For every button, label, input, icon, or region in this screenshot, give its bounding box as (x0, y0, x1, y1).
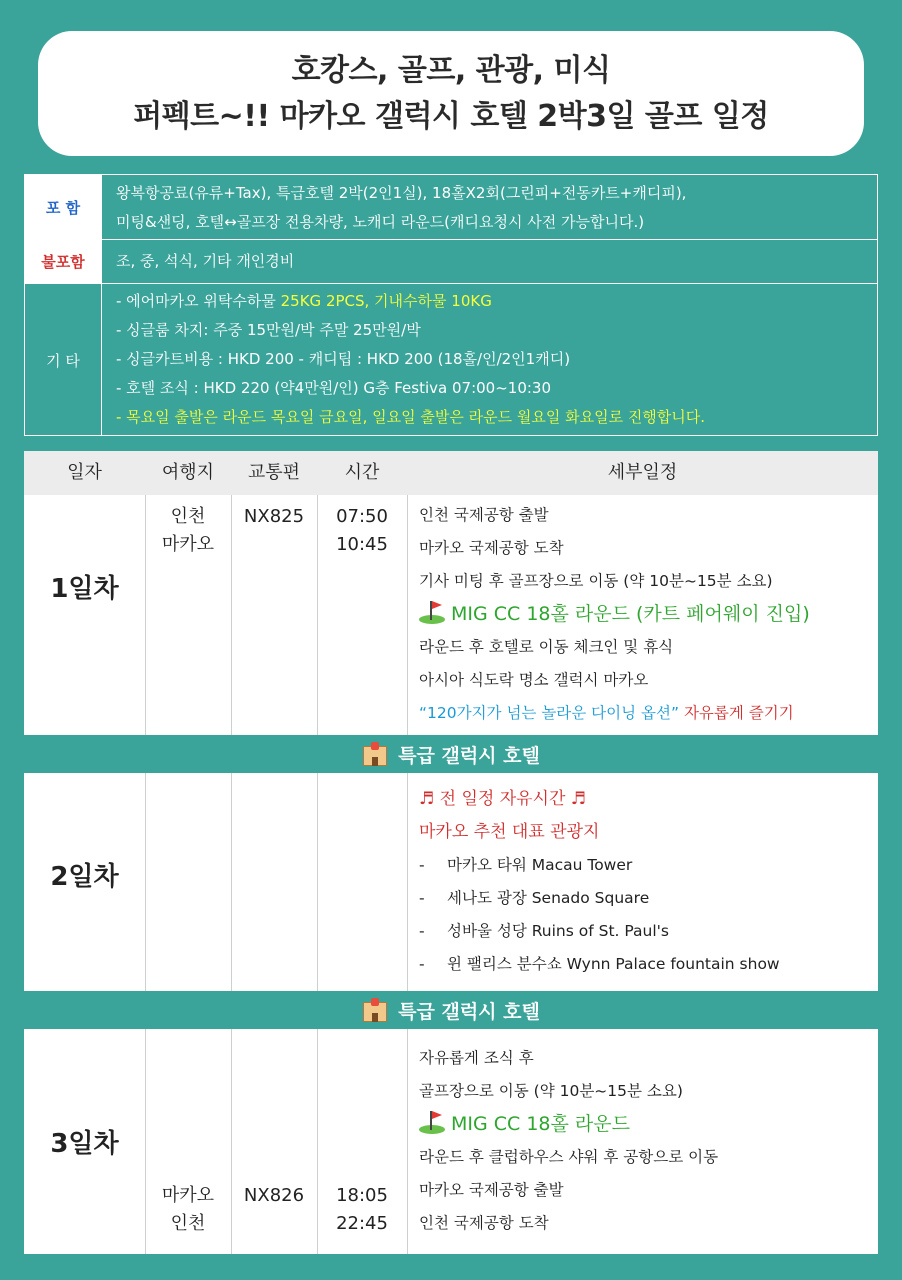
include-label: 포 함 (25, 175, 102, 239)
header-day: 일자 (67, 462, 102, 483)
golf-flag-icon (419, 1110, 445, 1134)
day2-label: 2일차 (50, 862, 119, 892)
day3-line4: 라운드 후 클럽하우스 샤워 후 공항으로 이동 (419, 1148, 719, 1166)
etc-line1: - 에어마카오 위탁수하물 25KG 2PCS, 기내수하물 10KG (116, 292, 492, 310)
etc-row (25, 284, 877, 436)
day3-line2: 골프장으로 이동 (약 10분~15분 소요) (419, 1082, 683, 1100)
exclude-label: 불포함 (25, 240, 102, 283)
hotel-icon (362, 998, 388, 1022)
hotel-icon (362, 742, 388, 766)
day3-label: 3일차 (50, 1129, 119, 1159)
day1-flight: NX825 (243, 506, 305, 527)
schedule-table (24, 451, 878, 1254)
day2-spot1: - 마카오 타워 Macau Tower (419, 856, 633, 874)
day2-spot2: - 세나도 광장 Senado Square (419, 889, 650, 907)
hotel-band-1: 특급 갤럭시 호텔 (24, 735, 878, 773)
day1-line3: 기사 미팅 후 골프장으로 이동 (약 10분~15분 소요) (419, 572, 773, 590)
title-line1: 호캉스, 골프, 관광, 미식 (291, 52, 611, 88)
header-detail: 세부일정 (607, 462, 678, 483)
etc-line4: - 호텔 조식 : HKD 220 (약4만원/인) G층 Festiva 07:00~10:30 (116, 379, 552, 397)
day1-golf-round: MIG CC 18홀 라운드 (카트 페어웨이 진입) (419, 598, 810, 631)
day3-time: 18:05 22:45 (336, 1185, 388, 1234)
day1-place: 인천 마카오 (161, 506, 215, 555)
day1-line6: 아시아 식도락 명소 갤럭시 마카오 (419, 671, 649, 689)
schedule-header (24, 451, 878, 495)
info-table (24, 174, 878, 436)
etc-line5: - 목요일 출발은 라운드 목요일 금요일, 일요일 출발은 라운드 월요일 화요일로 진행합니다. (116, 408, 706, 426)
day2-recommend: 마카오 추천 대표 관광지 (419, 822, 600, 842)
day1-details (419, 499, 810, 730)
golf-flag-icon (419, 600, 445, 624)
etc-line2: - 싱글룸 차지: 주중 15만원/박 주말 25만원/박 (116, 321, 421, 339)
etc-line3: - 싱글카트비용 : HKD 200 - 캐디팁 : HKD 200 (18홀/인/2인1캐디) (116, 350, 571, 368)
day1-label: 1일차 (50, 574, 119, 604)
day3-line5: 마카오 국제공항 출발 (419, 1181, 564, 1199)
exclude-line1: 조, 중, 석식, 기타 개인경비 (116, 252, 295, 270)
day3-golf-round: MIG CC 18홀 라운드 (419, 1108, 718, 1141)
header-time: 시간 (344, 462, 380, 483)
title-line2: 퍼펙트~!! 마카오 갤럭시 호텔 2박3일 골프 일정 (133, 98, 769, 134)
day3-line6: 인천 국제공항 도착 (419, 1214, 549, 1232)
exclude-row (25, 240, 877, 284)
day2-details (419, 783, 780, 981)
day2-free-time: ♬ 전 일정 자유시간 ♬ (419, 789, 587, 809)
include-line2: 미팅&샌딩, 호텔↔골프장 전용차량, 노캐디 라운드(캐디요청시 사전 가능합니다.) (116, 213, 645, 231)
header-transport: 교통편 (247, 462, 301, 483)
day2-spot3: - 성바울 성당 Ruins of St. Paul's (419, 922, 670, 940)
day1-line5: 라운드 후 호텔로 이동 체크인 및 휴식 (419, 638, 674, 656)
header-place: 여행지 (161, 462, 215, 483)
etc-line1-highlight: 25KG 2PCS, 기내수하물 10KG (280, 292, 492, 310)
day1-line2: 마카오 국제공항 도착 (419, 539, 564, 557)
include-line1: 왕복항공료(유류+Tax), 특급호텔 2박(2인1실), 18홀X2회(그린피+전동카트+캐디피), (116, 184, 687, 202)
day1-line1: 인천 국제공항 출발 (419, 506, 549, 524)
day1-time: 07:50 10:45 (336, 506, 388, 555)
etc-label: 기 타 (25, 284, 102, 436)
title-box (38, 31, 864, 156)
hotel-band-2: 특급 갤럭시 호텔 (24, 991, 878, 1029)
day3-flight: NX826 (243, 1185, 305, 1206)
day3-place: 마카오 인천 (161, 1185, 215, 1234)
day3-line1: 자유롭게 조식 후 (419, 1049, 534, 1067)
day3-details (419, 1042, 718, 1240)
include-row (25, 175, 877, 240)
day2-spot4: - 윈 팰리스 분수쇼 Wynn Palace fountain show (419, 955, 780, 973)
day1-line7: “120가지가 넘는 놀라운 다이닝 옵션” 자유롭게 즐기기 (419, 704, 794, 722)
